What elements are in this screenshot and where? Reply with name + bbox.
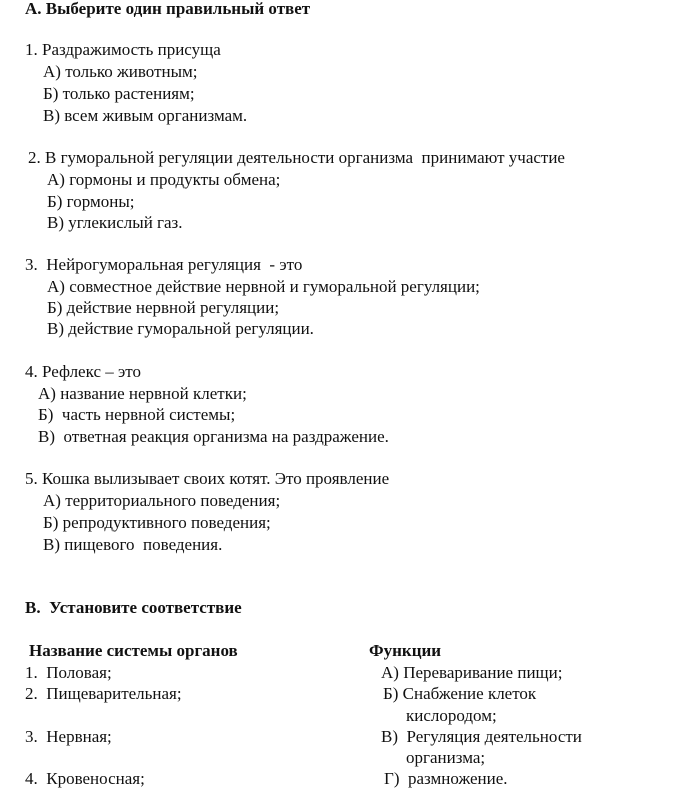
option-a: А) только животным; xyxy=(43,62,198,81)
section-a-heading: А. Выберите один правильный ответ xyxy=(25,0,311,18)
question-text: 5. Кошка вылизывает своих котят. Это проявление xyxy=(25,469,390,488)
option-b: Б) часть нервной системы; xyxy=(38,405,236,424)
left-column-header: Название системы органов xyxy=(29,641,238,660)
organ-system-item: 4. Кровеносная; xyxy=(25,769,145,788)
option-c: В) пищевого поведения. xyxy=(43,535,223,554)
question-text: 3. Нейрогуморальная регуляция - это xyxy=(25,255,303,274)
option-b: Б) репродуктивного поведения; xyxy=(43,513,271,532)
organ-system-item: 2. Пищеварительная; xyxy=(25,684,182,703)
option-a: А) совместное действие нервной и гуморальной регуляции; xyxy=(47,277,480,296)
right-column-header: Функции xyxy=(369,641,442,660)
organ-system-item: 1. Половая; xyxy=(25,663,112,682)
section-b-heading: В. Установите соответствие xyxy=(25,598,242,617)
option-a: А) территориального поведения; xyxy=(43,491,281,510)
function-item-continuation: организма; xyxy=(406,748,486,767)
function-item: В) Регуляция деятельности xyxy=(381,727,582,746)
function-item: Б) Снабжение клеток xyxy=(383,684,537,703)
option-a: А) название нервной клетки; xyxy=(38,384,247,403)
function-item: А) Переваривание пищи; xyxy=(381,663,563,682)
option-b: Б) только растениям; xyxy=(43,84,195,103)
option-c: В) действие гуморальной регуляции. xyxy=(47,319,314,338)
option-b: Б) действие нервной регуляции; xyxy=(47,298,280,317)
option-a: А) гормоны и продукты обмена; xyxy=(47,170,281,189)
option-b: Б) гормоны; xyxy=(47,192,135,211)
question-text: 4. Рефлекс – это xyxy=(25,362,141,381)
option-c: В) всем живым организмам. xyxy=(43,106,248,125)
option-c: В) ответная реакция организма на раздражение. xyxy=(38,427,389,446)
option-c: В) углекислый газ. xyxy=(47,213,183,232)
function-item: Г) размножение. xyxy=(384,769,508,788)
organ-system-item: 3. Нервная; xyxy=(25,727,112,746)
question-text: 1. Раздражимость присуща xyxy=(25,40,221,59)
function-item-continuation: кислородом; xyxy=(406,706,497,725)
question-text: 2. В гуморальной регуляции деятельности организма принимают участие xyxy=(28,148,565,167)
